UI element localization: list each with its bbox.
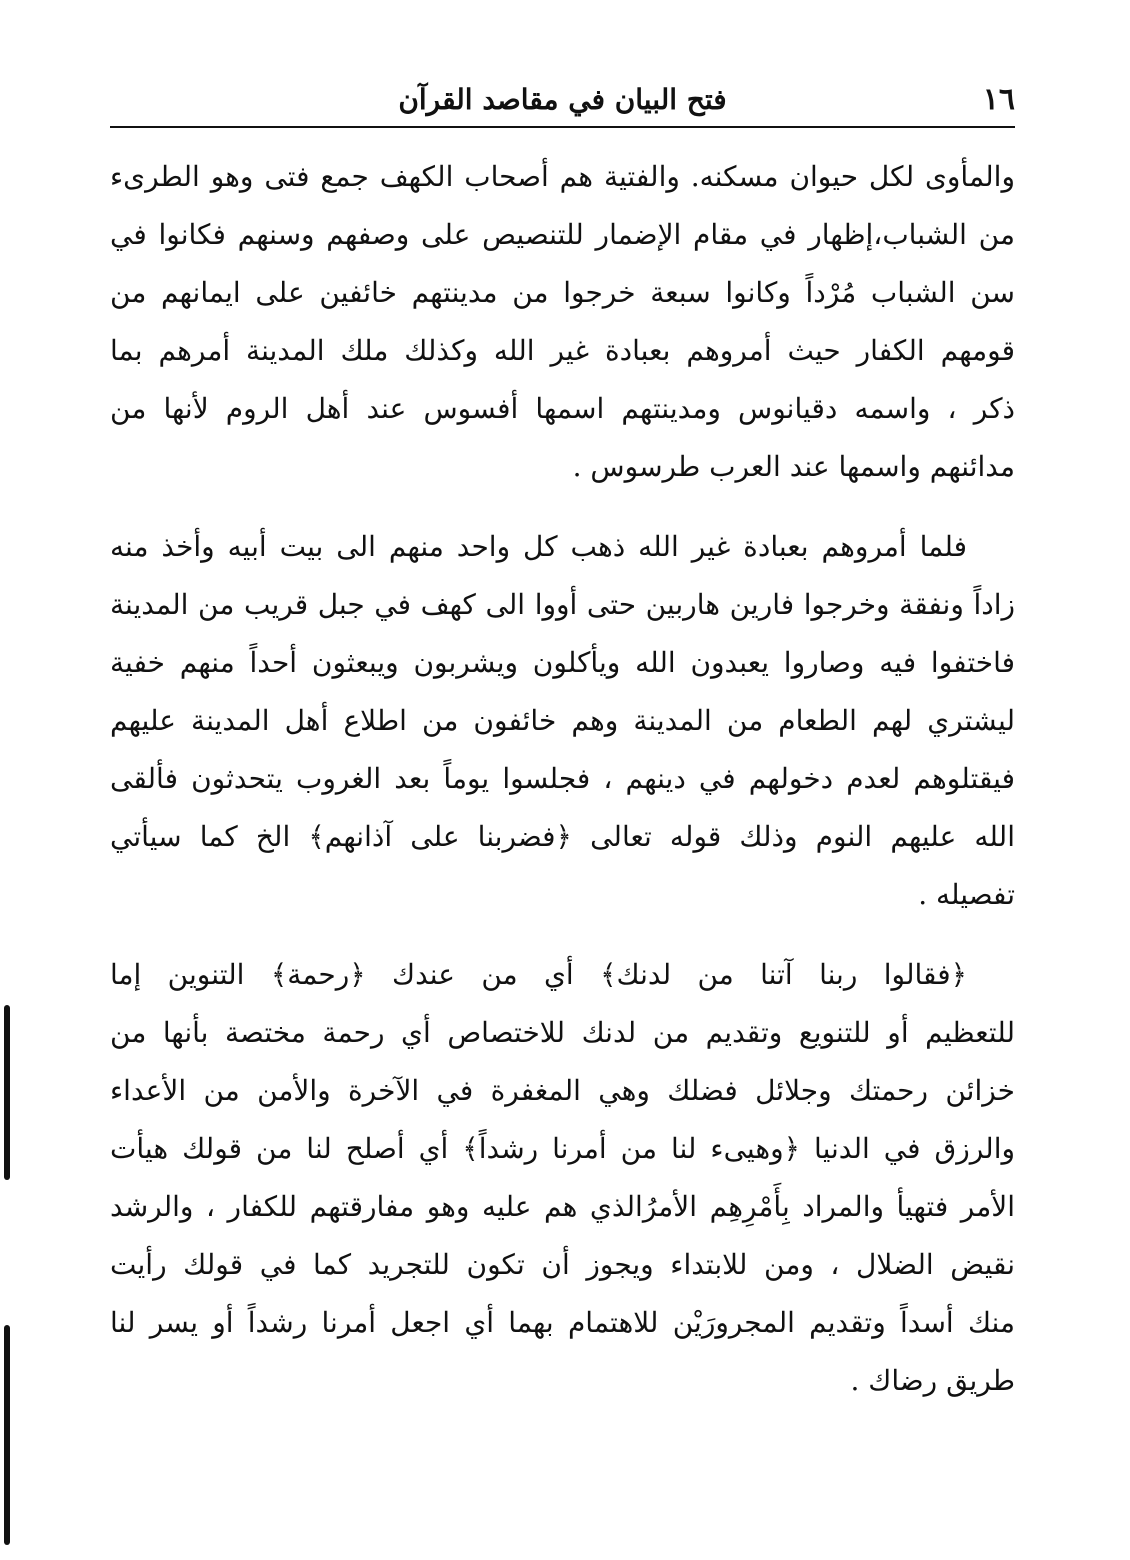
text-line: من الشباب،إظهار في مقام الإضمار للتنصيص على وصفهم وسنهم فكانوا في [110,218,1015,251]
book-page [110,70,1015,1530]
text-line: نقيض الضلال ، ومن للابتداء ويجوز أن تكون للتجريد كما في قولك رأيت [110,1248,1015,1281]
page-number: ١٦ [982,82,1015,117]
text-line: فلما أمروهم بعبادة غير الله ذهب كل واحد منهم الى بيت أبيه وأخذ منه [110,530,967,563]
text-line: مدائنهم واسمها عند العرب طرسوس . [572,450,1015,483]
text-line: للتعظيم أو للتنويع وتقديم من لدنك للاختصاص أي رحمة مختصة بأنها من [110,1016,1015,1049]
text-line: منك أسداً وتقديم المجرورَيْن للاهتمام بهما أي اجعل أمرنا رشداً أو يسر لنا [110,1306,1015,1339]
text-line: سن الشباب مُرْداً وكانوا سبعة خرجوا من مدينتهم خائفين على ايمانهم من [110,276,1015,309]
text-line: خزائن رحمتك وجلائل فضلك وهي المغفرة في الآخرة والأمن من الأعداء [110,1074,1015,1107]
text-line: زاداً ونفقة وخرجوا فارين هاربين حتى أووا الى كهف في جبل قريب من المدينة [110,588,1015,621]
paragraph-2 [110,518,1015,924]
text-line: الأمر فتهيأ والمراد بِأَمْرِهِم الأمرُالذي هم عليه وهو مفارقتهم للكفار ، والرشد [110,1190,1015,1223]
text-line: تفصيله . [918,878,1015,911]
scan-edge-mark [4,1325,10,1545]
text-line: ليشتري لهم الطعام من المدينة وهم خائفون من اطلاع أهل المدينة عليهم [110,704,1015,737]
page-header [110,70,1015,128]
scan-edge-mark [4,1005,10,1180]
text-line: الله عليهم النوم وذلك قوله تعالى ﴿فضربنا على آذانهم﴾ الخ كما سيأتي [110,820,1015,853]
paragraph-1 [110,148,1015,496]
text-line: ﴿فقالوا ربنا آتنا من لدنك﴾ أي من عندك ﴿رحمة﴾ التنوين إما [110,958,967,991]
text-line: فيقتلوهم لعدم دخولهم في دينهم ، فجلسوا يوماً بعد الغروب يتحدثون فألقى [110,762,1015,795]
text-line: فاختفوا فيه وصاروا يعبدون الله ويأكلون ويشربون ويبعثون أحداً منهم خفية [110,646,1015,679]
paragraph-3 [110,946,1015,1410]
text-line: والمأوى لكل حيوان مسكنه. والفتية هم أصحاب الكهف جمع فتى وهو الطرىء [110,160,1015,193]
text-line: طريق رضاك . [850,1364,1015,1397]
text-line: قومهم الكفار حيث أمروهم بعبادة غير الله وكذلك ملك المدينة أمرهم بما [110,334,1015,367]
text-line: والرزق في الدنيا ﴿وهيىء لنا من أمرنا رشداً﴾ أي أصلح لنا من قولك هيأت [110,1132,1016,1165]
running-title: فتح البيان في مقاصد القرآن [398,83,727,116]
text-line: ذكر ، واسمه دقيانوس ومدينتهم اسمها أفسوس عند أهل الروم لأنها من [110,392,1015,425]
body-text [110,148,1015,1432]
